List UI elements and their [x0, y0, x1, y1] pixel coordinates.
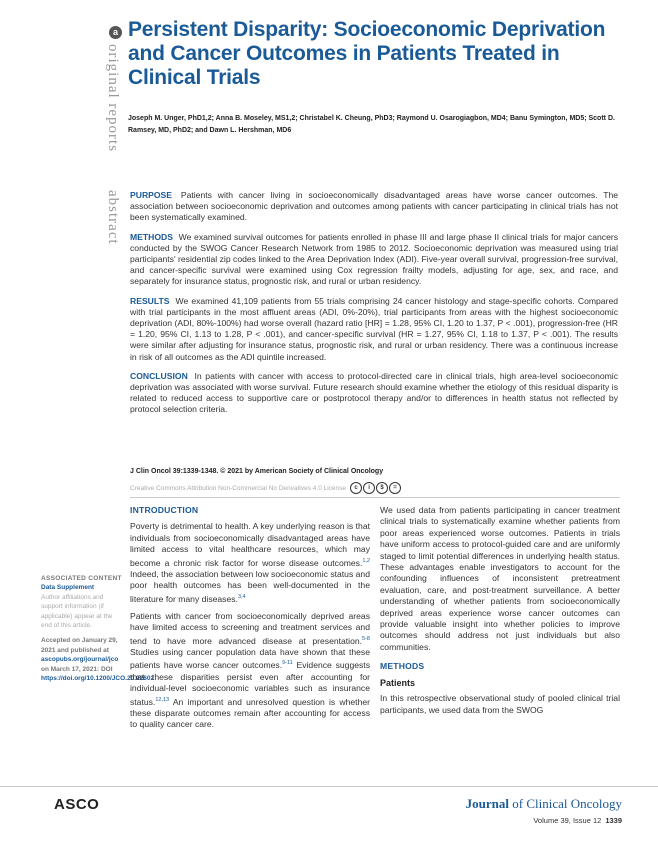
intro-paragraph-1 [130, 521, 370, 605]
abstract-purpose-text: Patients with cancer living in socioeconomically disadvantaged areas have worse cancer outcomes. The association between socioeconomic deprivation and outcomes among patients with cancer participating in clinical trials has not been systematically examined. [130, 190, 619, 223]
intro-p2-text: Patients with cancer from socioeconomically deprived areas have limited access to screening and treatment services and tend to have more advanced disease at presentation. [130, 610, 370, 646]
sidebar [41, 574, 155, 689]
volume-issue: Volume 39, Issue 12 [533, 816, 602, 825]
data-supplement-note: Author affiliations and support information (if applicable) appear at the end of this article. [41, 593, 113, 630]
cc-license-icons [350, 482, 401, 494]
abstract-methods [130, 232, 618, 288]
journal-suffix: Clinical Oncology [526, 796, 622, 811]
patients-paragraph: In this retrospective observational study of pooled clinical trial participants, we used data from the SWOG [380, 693, 620, 715]
abstract-conclusion [130, 371, 618, 416]
license-text: Creative Commons Attribution Non-Commercial No Derivatives 4.0 License [130, 484, 347, 492]
data-supplement-link[interactable]: Data Supplement [41, 584, 95, 592]
nc-icon: $ [376, 482, 388, 494]
asco-logo: ASCO [54, 796, 100, 813]
reference-link[interactable]: 3,4 [237, 593, 246, 600]
abstract-results [130, 296, 618, 363]
abstract-purpose-head: PURPOSE [130, 190, 173, 200]
article-title: Persistent Disparity: Socioeconomic Deprivation and Cancer Outcomes in Patients Treated in Clinical Trials [128, 18, 606, 89]
intro-p2c-text: Evidence suggests that these disparities persist even after accounting for individual-level socioeconomic variables such as insurance status. [130, 660, 370, 707]
abstract-results-head: RESULTS [130, 295, 170, 306]
methods-heading: METHODS [380, 661, 425, 672]
body-column-left [130, 505, 370, 737]
intro-p2b-text: Studies using cancer population data have shown that these patients have worse cancer outcomes. [130, 647, 370, 671]
divider [130, 497, 620, 498]
publication-info [41, 636, 155, 683]
license-line [130, 482, 620, 494]
accepted-text: Accepted on January 29, 2021 and published at [41, 637, 118, 654]
body-column-right [380, 505, 620, 722]
abstract-conclusion-text: In patients with cancer with access to protocol-directed care in clinical trials, high area-level socioeconomic deprivation was associated with worse survival. Future research should examine whether the etiology of this residual disparity is related to reduced access to supportive care or postprotocol therapy and/or to differences in health status not reflected by protocol selection criteria. [130, 370, 619, 415]
nd-icon: = [389, 482, 401, 494]
by-icon: i [363, 482, 375, 494]
intro-p1-text: Poverty is detrimental to health. A key underlying reason is that individuals from socioeconomically disadvantaged areas have limited access to vital healthcare resources, which may become a chronic risk factor for worse disease outcomes. [130, 521, 370, 568]
open-access-icon: a [109, 26, 122, 39]
abstract [130, 190, 618, 424]
reference-link[interactable]: 9-11 [282, 660, 293, 667]
right-paragraph-1: We used data from patients participating in cancer treatment clinical trials to systematically examine whether patients from poor areas experienced worse outcomes. Patients in trials have uniform access to protocol-guided care and are uniformly staged to limit potential differences in underlying health status. These advantages enable investigators to account for the confounding influences of inconsistent pretreatment evaluation, care, and post-treatment surveillance. A better understanding of whether patients from socioeconomically deprived areas experience worse cancer outcomes can provide valuable insight into whether policies to improve outcomes should address not just individuals but also communities. [380, 505, 620, 652]
reference-link[interactable]: 5-8 [362, 635, 370, 642]
associated-content-head: ASSOCIATED CONTENT [41, 575, 122, 582]
reference-link[interactable]: 1,2 [362, 557, 370, 564]
published-text: on March 17, 2021: DOI [41, 665, 113, 673]
footer-divider [0, 786, 658, 787]
abstract-purpose [130, 190, 618, 224]
abstract-conclusion-head: CONCLUSION [130, 370, 188, 381]
intro-paragraph-2 [130, 611, 370, 731]
journal-of: of [508, 796, 527, 811]
journal-link[interactable]: ascopubs.org/journal/jco [41, 656, 119, 664]
title-block [128, 18, 628, 90]
issue-info [533, 816, 622, 825]
patients-heading: Patients [380, 677, 416, 688]
journal-prefix: Journal [465, 796, 509, 811]
reference-link[interactable]: 12,13 [155, 696, 170, 703]
associated-content [41, 574, 123, 630]
page-number: 1339 [605, 816, 622, 825]
intro-p1b-text: Indeed, the association between low socioeconomic status and poor health outcomes has been well-documented in the literature for many diseases. [130, 568, 370, 604]
abstract-results-text: We examined 41,109 patients from 55 trials comprising 24 cancer histology and stage-specific cohorts. Compared with trial participants in the most affluent areas (ADI, 0%-20%), trial participants from areas with the highest socioeconomic deprivation (ADI, 80%-100%) had worse overall (hazard ratio [HR] = 1.28, 95% CI, 1.20 to 1.37, P < .001), progression-free (HR = 1.20, 95% CI, 1.13 to 1.28, P < .001), and cancer-specific survival (HR = 1.27, 95% CI, 1.18 to 1.37, P < .001). The results were similar after adjusting for insurance status, prognostic risk, and rural or urban residency. There was a continuous increase in risk of all outcomes as the ADI quintile increased. [130, 295, 618, 362]
abstract-label: abstract [105, 190, 121, 245]
abstract-methods-head: METHODS [130, 231, 173, 242]
cc-icon: c [350, 482, 362, 494]
intro-heading: INTRODUCTION [130, 505, 199, 515]
section-label: original reports [105, 44, 121, 153]
journal-name [466, 796, 622, 812]
abstract-methods-text: We examined survival outcomes for patients enrolled in phase III and large phase II clinical trials for major cancers conducted by the SWOG Cancer Research Network from 1985 to 2012. Socioeconomic deprivation was measured using trial participants' residential zip codes linked to the Area Deprivation Index (ADI). Five-year overall survival, progression-free survival, and cancer-specific survival were examined using Cox regression frailty models, adjusting for age, sex, and race, and separately for insurance status, prognostic risk, and rural or urban residency. [130, 231, 619, 287]
author-list: Joseph M. Unger, PhD1,2; Anna B. Moseley, MS1,2; Christabel K. Cheung, PhD3; Raymond U. Osarogiagbon, MD4; Banu Symington, MD5; Scott D. Ramsey, MD, PhD2; and Dawn L. Hershman, MD6 [128, 115, 615, 134]
intro-p2d-text: An important and unresolved question is whether these disparate outcomes remain after accounting for access to quality cancer care. [130, 696, 370, 730]
doi-link[interactable]: https://doi.org/10.1200/JCO.20.02602 [41, 675, 155, 683]
citation: J Clin Oncol 39:1339-1348. © 2021 by American Society of Clinical Oncology [130, 468, 384, 475]
